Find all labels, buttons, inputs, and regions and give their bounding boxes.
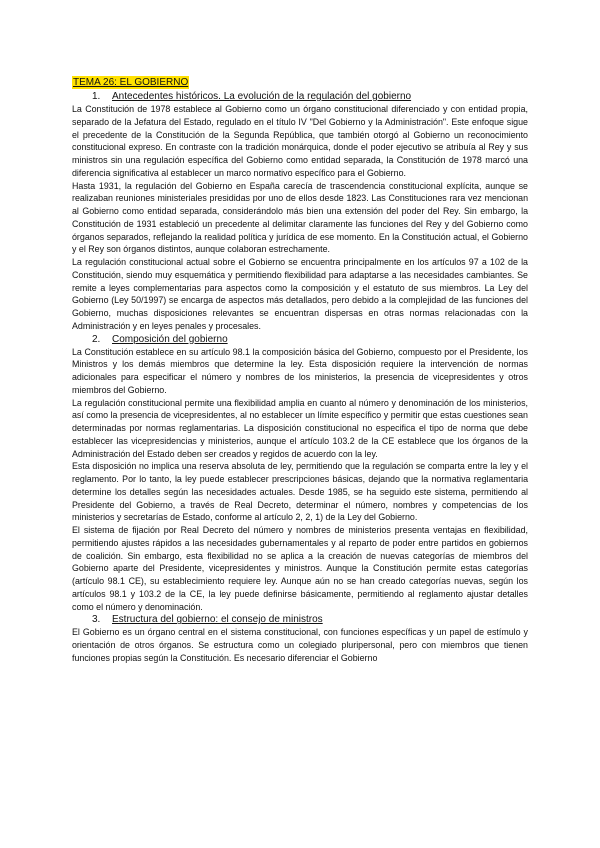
section-number: 3. <box>92 614 101 626</box>
paragraph: La regulación constitucional actual sobre el Gobierno se encuentra principalmente en los artículos 97 a 102 de la Constitución, siendo muy esquemática y permitiendo flexibilidad para adaptarse a las necesidades cambiantes. Se remite a leyes complementarias para aspectos como la composición y el estatuto de sus miembros. La Ley del Gobierno (Ley 50/1997) se encarga de aspectos más detallados, pero debido a la complejidad de las funciones del Gobierno, muchas disposiciones relevantes se encuentran dispersas en otras normas relacionadas con la Administración y en leyes penales y procesales. <box>72 257 528 331</box>
paragraph: Hasta 1931, la regulación del Gobierno en España carecía de trascendencia constitucional explícita, aunque se realizaban reuniones ministeriales presididas por uno de ellos desde 1823. Las Constituciones rara vez mencionan al Gobierno como entidad separada, considerándolo más bien una extensión del poder del Rey. Sin embargo, la Constitución de 1931 estableció un precedente al delimitar claramente las funciones del Rey y del Gobierno como órganos separados, reflejando la realidad política y jurídica de ese momento. En la Constitución actual, el Gobierno y el Rey son órganos distintos, aunque colaboran estrechamente. <box>72 180 528 255</box>
section-estructura <box>72 613 528 664</box>
section-heading <box>92 90 528 103</box>
paragraph: El sistema de fijación por Real Decreto del número y nombres de ministerios presenta ventajas en flexibilidad, permitiendo ajustes rápidos a las necesidades gubernamentales y al reparto de poder entre partidos en gobiernos de coalición. Sin embargo, esta flexibilidad no se aplica a la creación de nuevas categorías de miembros del Gobierno aparte del Presidente, vicepresidentes y ministros. Aunque la Constitución permite estas categorías (artículo 98.1 CE), su establecimiento requiere ley. Aunque aún no se han creado categorías nuevas, según los artículos 98.1 y 103.2 de la CE, la ley puede definirse básicamente, permitiendo al reglamento ajustar detalles como el número y denominación. <box>72 525 528 612</box>
paragraph: Esta disposición no implica una reserva absoluta de ley, permitiendo que la regulación se comparta entre la ley y el reglamento. Por lo tanto, la ley puede establecer prescripciones básicas, dejando que la normativa reglamentaria determine los detalles según las necesidades actuales. Desde 1985, se ha seguido este sistema, permitiendo al Presidente del Gobierno, a través de Real Decreto, determinar el número, nombres y competencias de los ministerios y secretarías de Estado, conforme al artículo 2, 2, 1) de la Ley del Gobierno. <box>72 461 528 523</box>
section-number: 2. <box>92 333 101 345</box>
section-heading <box>92 613 528 626</box>
paragraph: La Constitución establece en su artículo 98.1 la composición básica del Gobierno, compuesto por el Presidente, los Ministros y los demás miembros que determine la ley. Esta disposición requiere la intervención de normas adicionales para especificar el número y nombres de los ministerios, la presencia de vicepresidentes y otros miembros del Gobierno. <box>72 346 528 395</box>
section-title: Antecedentes históricos. La evolución de la regulación del gobierno <box>112 91 412 102</box>
paragraph: La Constitución de 1978 establece al Gobierno como un órgano constitucional diferenciado y con entidad propia, separado de la Jefatura del Estado, regulado en el título IV "Del Gobierno y la Administración". Este enfoque sigue el precedente de la Constitución de la Segunda República, que también otorgó al Gobierno un reconocimiento constitucional expreso. En contraste con la tradición monárquica, donde el poder ejecutivo se atribuía al Rey y sus ministros sin una regulación específica del Gobierno como entidad separada, la Constitución de 1978 marcó una diferencia significativa al establecer un marco normativo específico para el Gobierno. <box>72 104 528 178</box>
section-title: Estructura del gobierno: el consejo de ministros <box>112 614 323 626</box>
paragraph: El Gobierno es un órgano central en el sistema constitucional, con funciones específicas y un papel de estímulo y orientación de otros órganos. Se estructura como un colegiado pluripersonal, pero con miembros que tienen funciones propias según la Constitución. Es necesario diferenciar el Gobierno <box>72 627 528 663</box>
document-title: TEMA 26: EL GOBIERNO <box>73 77 189 88</box>
section-composicion <box>72 333 528 614</box>
section-title: Composición del gobierno <box>112 333 228 345</box>
section-antecedentes <box>72 90 528 333</box>
section-heading <box>92 333 528 346</box>
section-number: 1. <box>92 91 101 102</box>
paragraph: La regulación constitucional permite una flexibilidad amplia en cuanto al número y denominación de los ministerios, así como la presencia de vicepresidentes, al no establecer un límite específico y permitir que estas cuestiones sean determinadas por normas reglamentarias. La disposición constitucional no especifica el tipo de norma que debe establecer las vicepresidencias y ministerios, aunque el artículo 103.2 de la CE establece que los órganos de la Administración del Estado deben ser creados y regidos de acuerdo con la ley. <box>72 397 528 459</box>
